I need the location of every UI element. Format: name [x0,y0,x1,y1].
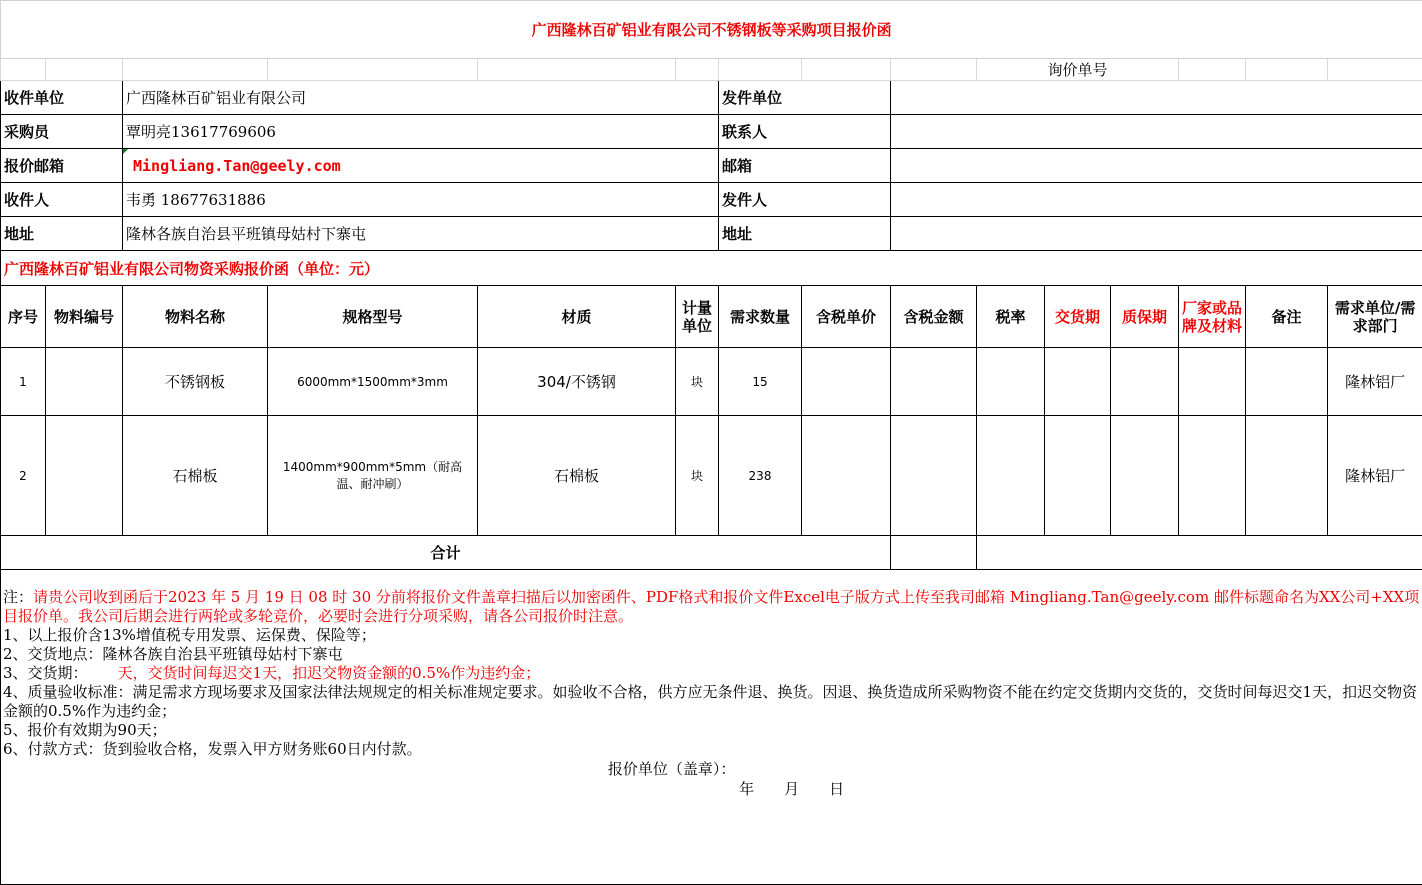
item-remark[interactable] [1246,348,1328,416]
item-amount[interactable] [891,348,977,416]
info-value[interactable] [891,115,1422,149]
signature-date: 年 月 日 [163,779,1420,799]
notes-line: 2、交货地点：隆林各族自治县平班镇母姑村下寨屯 [3,645,1420,664]
info-label: 地址 [1,217,123,251]
item-tax[interactable] [977,416,1045,536]
notes-line3-prefix: 3、交货期： [3,664,88,682]
notes-line: 5、报价有效期为90天； [3,721,1420,740]
notes-line [3,664,1420,683]
item-unit: 块 [676,416,719,536]
signature-block [3,759,1420,799]
info-value[interactable]: 隆林各族自治县平班镇母姑村下寨屯 [123,217,719,251]
item-spec: 1400mm*900mm*5mm（耐高温、耐冲刷） [268,416,478,536]
notes-intro [3,588,1420,626]
info-row [1,149,1422,183]
header-cell: 规格型号 [268,286,478,348]
info-value[interactable] [891,81,1422,115]
info-value[interactable] [891,149,1422,183]
item-warranty[interactable] [1111,416,1179,536]
total-blank [977,536,1422,570]
info-label: 地址 [719,217,891,251]
header-cell: 物料编号 [46,286,123,348]
header-cell: 税率 [977,286,1045,348]
total-amount[interactable] [891,536,977,570]
total-row [1,536,1422,570]
header-cell: 物料名称 [123,286,268,348]
header-cell: 交货期 [1045,286,1111,348]
notes-line: 6、付款方式：货到验收合格，发票入甲方财务账60日内付款。 [3,740,1420,759]
item-spec: 6000mm*1500mm*3mm [268,348,478,416]
notes-line3-red: 天，交货时间每迟交1天，扣迟交物资金额的0.5%作为违约金； [118,664,541,682]
item-dept: 隆林铝厂 [1328,348,1422,416]
info-value[interactable] [891,183,1422,217]
item-warranty[interactable] [1111,348,1179,416]
info-row [1,115,1422,149]
header-cell: 计量单位 [676,286,719,348]
header-cell: 序号 [1,286,46,348]
info-value[interactable]: 韦勇 18677631886 [123,183,719,217]
info-label: 邮箱 [719,149,891,183]
item-material: 石棉板 [478,416,676,536]
section-subtitle: 广西隆林百矿铝业有限公司物资采购报价函（单位：元） [1,251,1422,286]
item-delivery[interactable] [1045,348,1111,416]
info-label: 报价邮箱 [1,149,123,183]
info-label: 采购员 [1,115,123,149]
info-label: 发件单位 [719,81,891,115]
item-name: 不锈钢板 [123,348,268,416]
info-label: 联系人 [719,115,891,149]
info-value[interactable] [891,217,1422,251]
item-dept: 隆林铝厂 [1328,416,1422,536]
document-title: 广西隆林百矿铝业有限公司不锈钢板等采购项目报价函 [1,1,1422,59]
header-cell: 质保期 [1111,286,1179,348]
header-cell: 厂家或品牌及材料 [1179,286,1246,348]
item-material: 304/不锈钢 [478,348,676,416]
header-cell: 含税金额 [891,286,977,348]
item-tax[interactable] [977,348,1045,416]
header-cell: 材质 [478,286,676,348]
info-label: 发件人 [719,183,891,217]
info-row [1,217,1422,251]
signature-label: 报价单位（盖章）： [3,759,1340,779]
notes-line: 4、质量验收标准：满足需求方现场要求及国家法律法规规定的相关标准规定要求。如验收不合格，供方应无条件退、换货。因退、换货造成所采购物资不能在约定交货期内交货的，交货时间每迟交1天，扣迟交物资金额的0.5%作为违约金； [3,683,1420,721]
cell-comment-marker [123,149,128,154]
item-delivery[interactable] [1045,416,1111,536]
item-price[interactable] [802,348,891,416]
item-brand[interactable] [1179,416,1246,536]
total-label: 合计 [1,536,891,570]
quote-email-link[interactable] [123,149,719,183]
notes-line: 1、以上报价含13%增值税专用发票、运保费、保险等； [3,626,1420,645]
info-value[interactable]: 广西隆林百矿铝业有限公司 [123,81,719,115]
item-unit: 块 [676,348,719,416]
item-name: 石棉板 [123,416,268,536]
info-value[interactable]: 覃明亮13617769606 [123,115,719,149]
info-label: 收件单位 [1,81,123,115]
item-remark[interactable] [1246,416,1328,536]
notes-prefix: 注： [3,588,33,606]
item-price[interactable] [802,416,891,536]
item-code[interactable] [46,416,123,536]
info-row [1,183,1422,217]
item-qty: 15 [719,348,802,416]
item-brand[interactable] [1179,348,1246,416]
notes-block [1,570,1422,885]
notes-deadline-text: 请贵公司收到函后于2023 年 5 月 19 日 08 时 30 分前将报价文件盖章扫描后以加密函件、PDF格式和报价文件Excel电子版方式上传至我司邮箱 Mingliang.Tan@geely.com 邮件标题命名为XX公司+XX项目报价单。我公司后期会进行两轮或多轮竞价，必要时会进行分项采购，请各公司报价时注意。 [3,588,1419,625]
header-cell: 需求单位/需求部门 [1328,286,1422,348]
inquiry-no-label: 询价单号 [977,59,1179,81]
header-cell: 含税单价 [802,286,891,348]
item-no: 2 [1,416,46,536]
header-cell: 备注 [1246,286,1328,348]
quote-email-text: Mingliang.Tan@geely.com [133,157,341,175]
item-no: 1 [1,348,46,416]
item-qty: 238 [719,416,802,536]
table-row [1,348,1422,416]
header-cell: 需求数量 [719,286,802,348]
info-label: 收件人 [1,183,123,217]
table-header-row [1,286,1422,348]
table-row [1,416,1422,536]
item-code[interactable] [46,348,123,416]
item-amount[interactable] [891,416,977,536]
info-row [1,81,1422,115]
